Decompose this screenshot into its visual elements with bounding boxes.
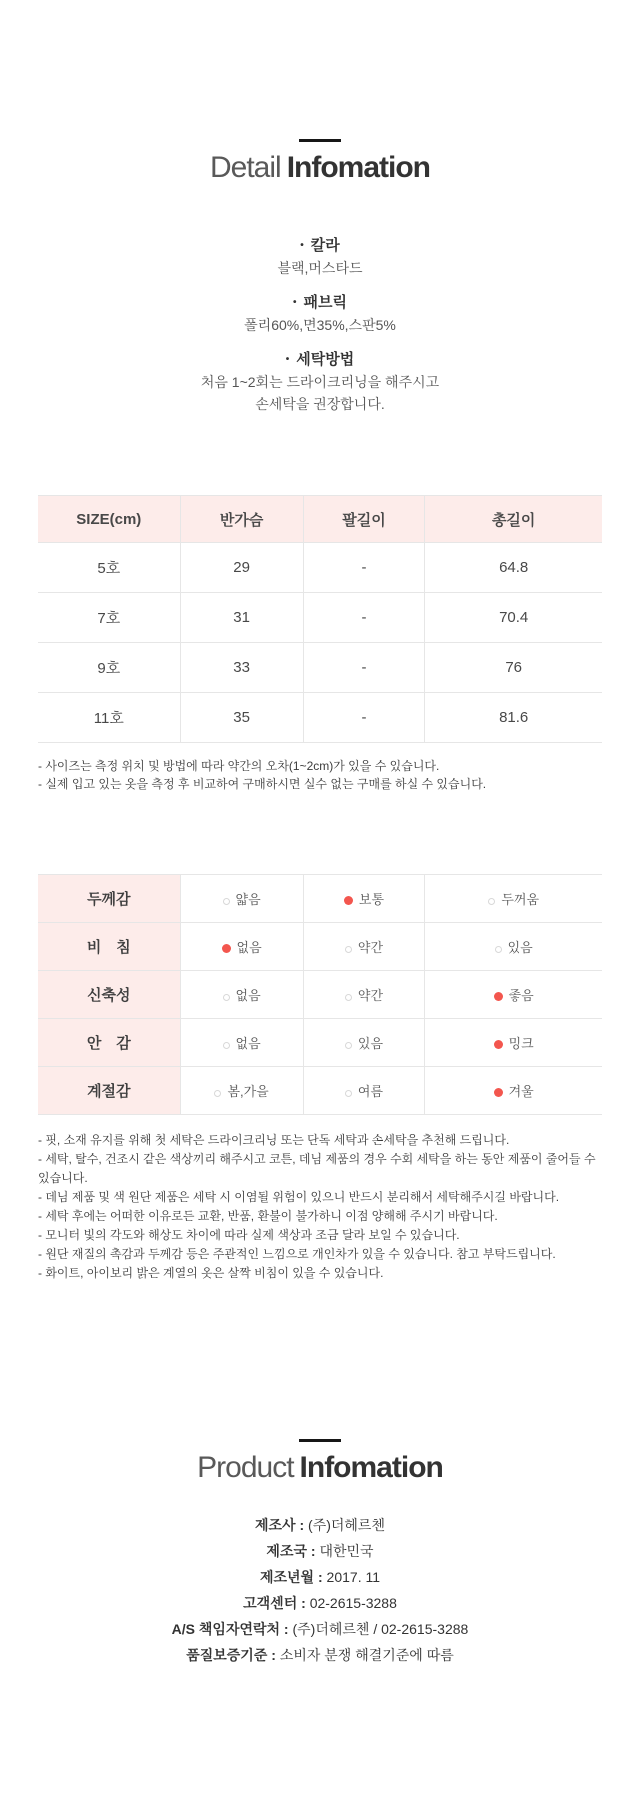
- size-cell-value: 29: [180, 543, 303, 593]
- product-info-separator: :: [297, 1595, 310, 1611]
- size-column-header: 반가슴: [180, 496, 303, 543]
- feature-option-text: 없음: [236, 940, 262, 955]
- size-cell-value: -: [303, 693, 425, 743]
- feature-option-cell: [180, 923, 303, 971]
- care-note-line: - 데님 제품 및 색 원단 제품은 세탁 시 이염될 위험이 있으니 반드시 분리해서 세탁해주시길 바랍니다.: [38, 1190, 560, 1204]
- feature-option-cell: [180, 875, 303, 923]
- feature-option-cell: [303, 971, 425, 1019]
- care-note-line: - 화이트, 아이보리 밝은 계열의 옷은 살짝 비침이 있을 수 있습니다.: [38, 1266, 384, 1280]
- product-info-separator: :: [295, 1517, 309, 1533]
- radio-unselected-icon: [495, 946, 502, 953]
- feature-option-cell: [425, 1019, 602, 1067]
- radio-selected-icon: [494, 992, 503, 1001]
- size-header-row: [38, 496, 602, 543]
- radio-unselected-icon: [223, 994, 230, 1001]
- feature-option-cell: [425, 1067, 602, 1115]
- care-note-line: - 세탁 후에는 어떠한 이유로든 교환, 반품, 환불이 불가하니 이점 양해해 주시기 바랍니다.: [38, 1209, 498, 1223]
- feature-row-label: 신축성: [38, 971, 180, 1019]
- feature-option-cell: [303, 923, 425, 971]
- feature-row: [38, 1019, 602, 1067]
- feature-option-text: 없음: [235, 1036, 261, 1051]
- size-cell-value: 33: [180, 643, 303, 693]
- product-info-separator: :: [280, 1621, 293, 1637]
- product-info-row: [0, 1590, 640, 1616]
- detail-section-title: [0, 151, 640, 185]
- size-cell-value: -: [303, 543, 425, 593]
- feature-option-cell: [425, 971, 602, 1019]
- product-info-label: 제조국: [266, 1543, 307, 1559]
- feature-option-text: 있음: [507, 940, 533, 955]
- product-info-label: 제조년월: [259, 1569, 315, 1585]
- product-section-title: [0, 1451, 640, 1485]
- product-info-row: [0, 1512, 640, 1538]
- size-table: [38, 495, 602, 743]
- feature-option-text: 얇음: [235, 892, 261, 907]
- feature-option-text: 봄,가을: [227, 1084, 269, 1099]
- radio-selected-icon: [222, 944, 231, 953]
- bullet-text-line: 처음 1~2회는 드라이크리닝을 해주시고: [200, 374, 440, 390]
- feature-table-body: [38, 875, 602, 1115]
- bullet-dot-icon: •: [293, 297, 297, 308]
- bullet-text-line: 폴리60%,면35%,스판5%: [244, 317, 396, 333]
- product-info-label: 제조사: [255, 1517, 296, 1533]
- size-table-row: [38, 693, 602, 743]
- product-info-value: (주)더헤르첸 / 02-2615-3288: [292, 1621, 469, 1637]
- product-info-separator: :: [267, 1647, 280, 1663]
- detail-divider-line: [299, 139, 341, 142]
- feature-row: [38, 875, 602, 923]
- size-notes: [38, 757, 602, 793]
- bullet-item: [0, 235, 640, 279]
- feature-option-text: 겨울: [508, 1084, 534, 1099]
- feature-row: [38, 971, 602, 1019]
- care-note-line: - 모니터 빛의 각도와 해상도 차이에 따라 실제 색상과 조금 달라 보일 수 있습니다.: [38, 1228, 460, 1242]
- size-table-row: [38, 543, 602, 593]
- size-table-row: [38, 643, 602, 693]
- product-info-separator: :: [314, 1569, 327, 1585]
- size-cell-value: -: [303, 643, 425, 693]
- feature-row-label: 안 감: [38, 1019, 180, 1067]
- size-table-body: [38, 543, 602, 743]
- bullet-text-line: 블랙,머스타드: [277, 260, 363, 276]
- product-info-value: 02-2615-3288: [309, 1595, 397, 1611]
- size-table-row: [38, 593, 602, 643]
- bullet-heading-text: 패브릭: [303, 294, 347, 311]
- feature-option-text: 여름: [357, 1084, 384, 1099]
- product-info-label: 품질보증기준: [186, 1647, 268, 1663]
- care-note-line: - 세탁, 탈수, 건조시 같은 색상끼리 해주시고 코튼, 데님 제품의 경우 수회 세탁을 하는 동안 제품이 줄어들 수 있습니다.: [38, 1152, 596, 1185]
- feature-row-label: 두께감: [38, 875, 180, 923]
- feature-option-text: 약간: [357, 988, 384, 1003]
- feature-row-label: 계절감: [38, 1067, 180, 1115]
- feature-option-cell: [180, 1067, 303, 1115]
- radio-unselected-icon: [488, 898, 495, 905]
- size-cell-value: 31: [180, 593, 303, 643]
- feature-option-cell: [425, 923, 602, 971]
- size-row-label: 5호: [38, 543, 180, 593]
- feature-option-cell: [303, 1067, 425, 1115]
- bullet-item: [0, 292, 640, 336]
- size-column-header: SIZE(cm): [38, 496, 180, 543]
- detail-title-bold: Infomation: [286, 151, 430, 184]
- product-info-value: 2017. 11: [326, 1569, 381, 1585]
- radio-selected-icon: [494, 1088, 503, 1097]
- bullet-heading-text: 칼라: [310, 237, 340, 254]
- product-info-label: 고객센터: [243, 1595, 298, 1611]
- bullet-text-line: 손세탁을 권장합니다.: [255, 396, 385, 412]
- size-column-header: 팔길이: [303, 496, 425, 543]
- size-note-line: - 실제 입고 있는 옷을 측정 후 비교하여 구매하시면 실수 없는 구매를 하실 수 있습니다.: [38, 777, 487, 791]
- size-row-label: 9호: [38, 643, 180, 693]
- feature-option-cell: [425, 875, 602, 923]
- feature-option-cell: [180, 971, 303, 1019]
- bullet-heading: [0, 292, 640, 314]
- product-info-list: [0, 1512, 640, 1668]
- feature-row: [38, 923, 602, 971]
- radio-unselected-icon: [345, 994, 352, 1001]
- feature-option-text: 없음: [235, 988, 261, 1003]
- care-note-line: - 핏, 소재 유지를 위해 첫 세탁은 드라이크리닝 또는 단독 세탁과 손세탁을 추천해 드립니다.: [38, 1133, 510, 1147]
- radio-selected-icon: [494, 1040, 503, 1049]
- size-row-label: 11호: [38, 693, 180, 743]
- product-title-bold: Infomation: [299, 1451, 443, 1484]
- feature-row-label: 비 침: [38, 923, 180, 971]
- bullet-dot-icon: •: [285, 354, 290, 365]
- feature-option-text: 있음: [357, 1036, 384, 1051]
- product-info-row: [0, 1616, 640, 1642]
- size-cell-value: 81.6: [425, 693, 602, 743]
- size-row-label: 7호: [38, 593, 180, 643]
- product-info-label: A/S 책임자연락처: [171, 1621, 281, 1637]
- size-cell-value: 70.4: [425, 593, 602, 643]
- detail-bullet-list: [0, 235, 640, 415]
- size-note-line: - 사이즈는 측정 위치 및 방법에 따라 약간의 오차(1~2cm)가 있을 수 있습니다.: [38, 759, 440, 773]
- feature-option-text: 보통: [358, 892, 385, 907]
- feature-option-cell: [303, 875, 425, 923]
- bullet-heading: [0, 235, 640, 257]
- product-info-row: [0, 1564, 640, 1590]
- product-info-value: 소비자 분쟁 해결기준에 따름: [279, 1647, 454, 1663]
- product-info-value: 대한민국: [319, 1543, 374, 1559]
- product-divider-line: [299, 1439, 341, 1442]
- product-info-separator: :: [307, 1543, 320, 1559]
- bullet-heading-text: 세탁방법: [296, 351, 355, 368]
- size-cell-value: 35: [180, 693, 303, 743]
- size-cell-value: 64.8: [425, 543, 602, 593]
- radio-unselected-icon: [214, 1090, 221, 1097]
- radio-unselected-icon: [223, 1042, 230, 1049]
- detail-title-light: Detail: [209, 151, 281, 184]
- feature-option-text: 밍크: [508, 1036, 534, 1051]
- product-info-value: (주)더헤르첸: [308, 1517, 385, 1533]
- feature-option-cell: [303, 1019, 425, 1067]
- radio-unselected-icon: [345, 1090, 352, 1097]
- care-notes: [38, 1131, 602, 1283]
- size-cell-value: -: [303, 593, 425, 643]
- bullet-heading: [0, 349, 640, 371]
- product-title-light: Product: [197, 1451, 294, 1484]
- care-note-line: - 원단 재질의 촉감과 두께감 등은 주관적인 느낌으로 개인차가 있을 수 있습니다. 참고 부탁드립니다.: [38, 1247, 556, 1261]
- feature-row: [38, 1067, 602, 1115]
- feature-table: [38, 874, 602, 1115]
- size-column-header: 총길이: [425, 496, 602, 543]
- product-info-row: [0, 1642, 640, 1668]
- radio-unselected-icon: [223, 898, 230, 905]
- feature-option-text: 좋음: [508, 988, 534, 1003]
- radio-selected-icon: [344, 896, 353, 905]
- feature-option-text: 두꺼움: [501, 892, 540, 907]
- size-cell-value: 76: [425, 643, 602, 693]
- radio-unselected-icon: [345, 946, 352, 953]
- feature-option-text: 약간: [357, 940, 384, 955]
- size-table-head: [38, 496, 602, 543]
- product-info-row: [0, 1538, 640, 1564]
- radio-unselected-icon: [345, 1042, 352, 1049]
- bullet-item: [0, 349, 640, 415]
- bullet-dot-icon: •: [300, 240, 304, 251]
- feature-option-cell: [180, 1019, 303, 1067]
